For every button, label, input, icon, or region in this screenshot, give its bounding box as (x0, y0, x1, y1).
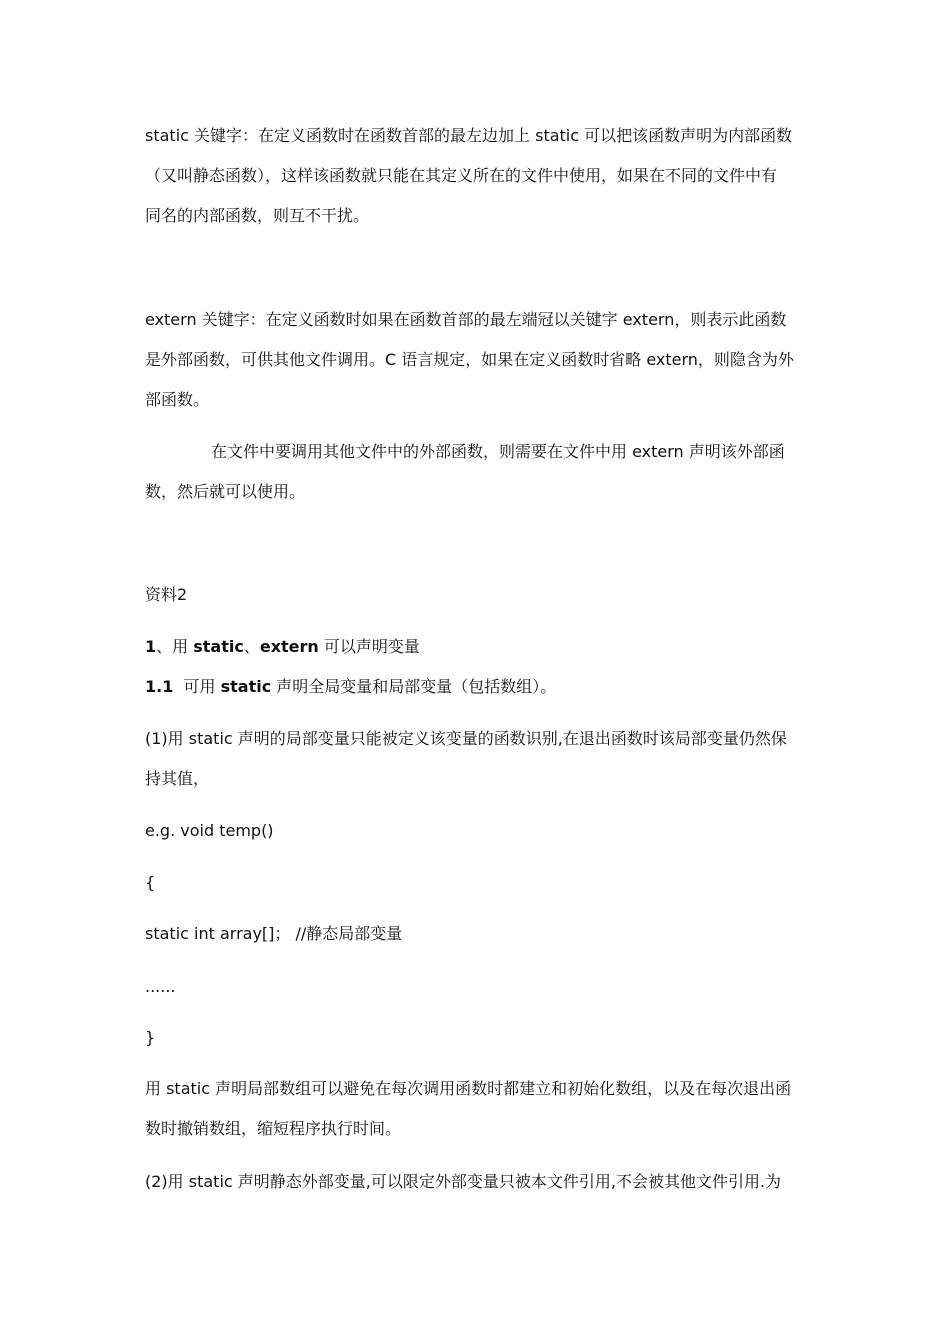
heading-1 (145, 636, 420, 658)
heading-1-1-mid: 可用 (173, 677, 221, 696)
paragraph-extern-line-1: extern 关键字：在定义函数时如果在函数首部的最左端冠以关键字 extern，则表示此函数 (145, 310, 787, 329)
heading-1-keyword-extern: extern (259, 637, 319, 656)
heading-1-keyword-static: static (193, 637, 244, 656)
paragraph-call-line-1: 在文件中要调用其他文件中的外部函数，则需要在文件中用 extern 声明该外部函 (211, 442, 785, 461)
heading-1-number: 1 (145, 637, 157, 656)
paragraph-array-line-1: 用 static 声明局部数组可以避免在每次调用函数时都建立和初始化数组，以及在每次退出函 (145, 1079, 792, 1098)
code-line-5: } (145, 1028, 156, 1047)
section-title: 资料2 (145, 585, 188, 604)
heading-1-sep1: 、用 (156, 637, 194, 656)
paragraph-local-line-2: 持其值， (145, 769, 210, 788)
paragraph-static-line-1: static 关键字：在定义函数时在函数首部的最左边加上 static 可以把该函数声明为内部函数 (145, 126, 793, 145)
paragraph-static-line-2: （又叫静态函数），这样该函数就只能在其定义所在的文件中使用，如果在不同的文件中有 (145, 166, 778, 185)
paragraph-extern-line-2: 是外部函数，可供其他文件调用。C 语言规定，如果在定义函数时省略 extern，则隐含为外 (145, 350, 794, 369)
heading-1-1-number: 1.1 (145, 677, 174, 696)
heading-1-1-keyword: static (220, 677, 272, 696)
paragraph-array-line-2: 数时撤销数组，缩短程序执行时间。 (145, 1119, 402, 1138)
code-line-1: e.g. void temp() (145, 821, 274, 840)
paragraph-static-line-3: 同名的内部函数，则互不干扰。 (145, 206, 370, 225)
heading-1-sep2: 、 (243, 637, 260, 656)
code-line-2: { (145, 873, 156, 892)
paragraph-call-line-2: 数，然后就可以使用。 (145, 482, 306, 501)
paragraph-external-line-1: (2)用 static 声明静态外部变量,可以限定外部变量只被本文件引用,不会被其他文件引用.为 (145, 1172, 782, 1191)
code-line-3: static int array[]； //静态局部变量 (145, 924, 403, 943)
heading-1-tail: 可以声明变量 (318, 637, 420, 656)
code-line-4: ...... (145, 977, 176, 996)
paragraph-extern-line-3: 部函数。 (145, 390, 210, 409)
heading-1-1 (145, 676, 556, 698)
paragraph-local-line-1: (1)用 static 声明的局部变量只能被定义该变量的函数识别,在退出函数时该局部变量仍然保 (145, 729, 787, 748)
heading-1-1-tail: 声明全局变量和局部变量（包括数组）。 (271, 677, 557, 696)
